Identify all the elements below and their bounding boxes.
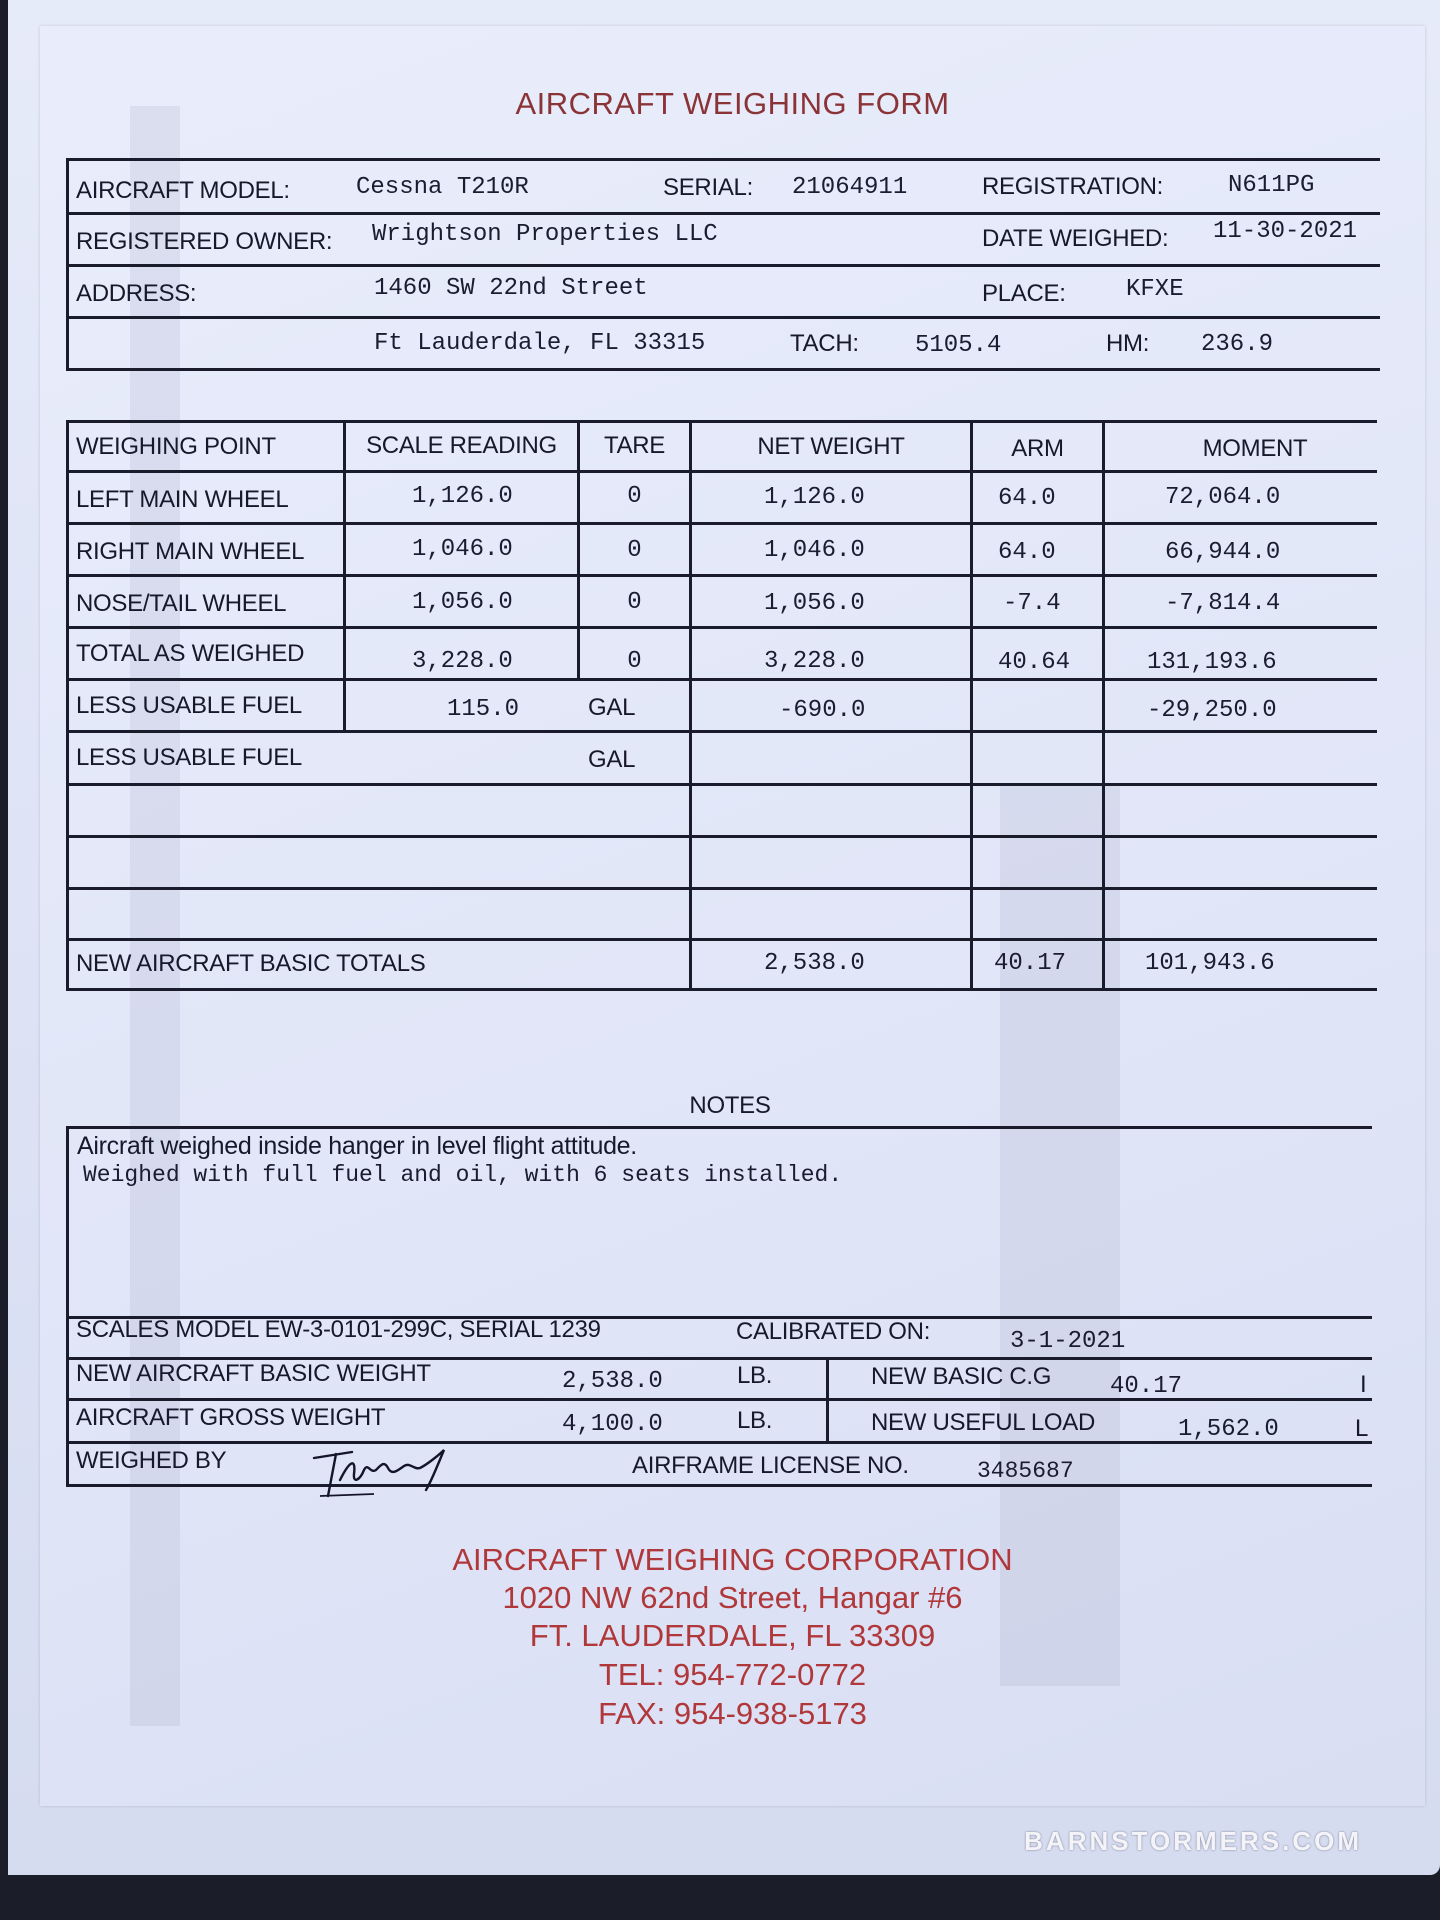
row-net: 1,126.0 bbox=[764, 484, 865, 511]
owner-value: Wrightson Properties LLC bbox=[372, 221, 718, 248]
gross-weight-label: AIRCRAFT GROSS WEIGHT bbox=[76, 1404, 386, 1431]
fuel-row-label: LESS USABLE FUEL bbox=[76, 692, 302, 719]
row-scale: 1,046.0 bbox=[412, 536, 513, 563]
row-tare: 0 bbox=[627, 589, 642, 616]
address-line1: 1460 SW 22nd Street bbox=[374, 275, 648, 302]
row-net: 1,046.0 bbox=[764, 537, 865, 564]
col-header-scale: SCALE READING bbox=[366, 432, 557, 459]
row-arm: 40.64 bbox=[998, 649, 1071, 676]
col-header-tare: TARE bbox=[603, 432, 666, 459]
weighed-by-label: WEIGHED BY bbox=[76, 1447, 227, 1474]
row-point: LEFT MAIN WHEEL bbox=[76, 486, 289, 513]
row-tare: 0 bbox=[627, 648, 642, 675]
fuel-row-label: LESS USABLE FUEL bbox=[76, 744, 302, 771]
hm-value: 236.9 bbox=[1201, 331, 1274, 358]
tach-label: TACH: bbox=[790, 330, 859, 357]
notes-heading: NOTES bbox=[689, 1092, 771, 1119]
useful-load-label: NEW USEFUL LOAD bbox=[871, 1409, 1095, 1436]
row-net: 1,056.0 bbox=[764, 590, 865, 617]
company-fax: FAX: 954-938-5173 bbox=[598, 1696, 867, 1731]
company-tel: TEL: 954-772-0772 bbox=[598, 1657, 867, 1692]
row-scale: 3,228.0 bbox=[412, 648, 513, 675]
totals-moment: 101,943.6 bbox=[1145, 950, 1275, 977]
row-arm: 64.0 bbox=[998, 485, 1056, 512]
site-watermark: BARNSTORMERS.COM bbox=[1024, 1826, 1362, 1856]
model-value: Cessna T210R bbox=[356, 174, 529, 201]
useful-load-value: 1,562.0 bbox=[1178, 1416, 1279, 1443]
row-moment: 66,944.0 bbox=[1165, 539, 1281, 566]
gross-weight-unit: LB. bbox=[737, 1407, 773, 1434]
basic-weight-label: NEW AIRCRAFT BASIC WEIGHT bbox=[76, 1360, 431, 1387]
show-through-shadow bbox=[130, 106, 180, 1726]
fuel-row-qty: 115.0 bbox=[447, 696, 520, 723]
tach-value: 5105.4 bbox=[915, 332, 1002, 359]
date-value: 11-30-2021 bbox=[1213, 218, 1358, 245]
address-line2: Ft Lauderdale, FL 33315 bbox=[374, 330, 706, 357]
row-moment: 131,193.6 bbox=[1147, 649, 1277, 676]
basic-weight-value: 2,538.0 bbox=[562, 1368, 663, 1395]
calibrated-label: CALIBRATED ON: bbox=[736, 1318, 931, 1345]
notes-line2: Weighed with full fuel and oil, with 6 seats installed. bbox=[83, 1162, 843, 1188]
col-header-point: WEIGHING POINT bbox=[76, 433, 276, 460]
row-net: 3,228.0 bbox=[764, 648, 865, 675]
signature bbox=[310, 1440, 460, 1500]
col-header-arm: ARM bbox=[1011, 435, 1064, 462]
company-street: 1020 NW 62nd Street, Hangar #6 bbox=[502, 1580, 963, 1615]
row-scale: 1,126.0 bbox=[412, 483, 513, 510]
notes-line1: Aircraft weighed inside hanger in level flight attitude. bbox=[77, 1132, 637, 1160]
basic-weight-unit: LB. bbox=[737, 1362, 773, 1389]
owner-label: REGISTERED OWNER: bbox=[76, 228, 333, 255]
row-arm: -7.4 bbox=[1003, 590, 1061, 617]
basic-cg-label: NEW BASIC C.G bbox=[871, 1363, 1052, 1390]
form-title: AIRCRAFT WEIGHING FORM bbox=[515, 86, 950, 121]
license-value: 3485687 bbox=[977, 1458, 1074, 1484]
license-label: AIRFRAME LICENSE NO. bbox=[632, 1452, 909, 1479]
calibrated-value: 3-1-2021 bbox=[1010, 1328, 1126, 1355]
row-arm: 64.0 bbox=[998, 539, 1056, 566]
row-tare: 0 bbox=[627, 537, 642, 564]
address-label: ADDRESS: bbox=[76, 280, 197, 307]
fuel-row-unit: GAL bbox=[588, 694, 636, 721]
date-label: DATE WEIGHED: bbox=[982, 225, 1169, 252]
fuel-row-moment: -29,250.0 bbox=[1147, 697, 1277, 724]
row-tare: 0 bbox=[627, 483, 642, 510]
row-moment: -7,814.4 bbox=[1165, 590, 1281, 617]
gross-weight-value: 4,100.0 bbox=[562, 1411, 663, 1438]
useful-load-unit: L bbox=[1355, 1415, 1369, 1442]
totals-net: 2,538.0 bbox=[764, 950, 865, 977]
row-moment: 72,064.0 bbox=[1165, 484, 1281, 511]
totals-label: NEW AIRCRAFT BASIC TOTALS bbox=[76, 950, 426, 977]
row-point: TOTAL AS WEIGHED bbox=[76, 640, 305, 667]
totals-arm: 40.17 bbox=[994, 950, 1067, 977]
scales-model: SCALES MODEL EW-3-0101-299C, SERIAL 1239 bbox=[76, 1316, 601, 1343]
fuel-row-unit: GAL bbox=[588, 746, 636, 773]
place-value: KFXE bbox=[1126, 276, 1184, 303]
row-point: RIGHT MAIN WHEEL bbox=[76, 538, 305, 565]
row-point: NOSE/TAIL WHEEL bbox=[76, 590, 287, 617]
basic-cg-unit: I bbox=[1360, 1371, 1367, 1398]
hm-label: HM: bbox=[1106, 330, 1150, 357]
fuel-row-net: -690.0 bbox=[779, 697, 866, 724]
model-label: AIRCRAFT MODEL: bbox=[76, 177, 290, 204]
company-city: FT. LAUDERDALE, FL 33309 bbox=[529, 1618, 936, 1653]
col-header-net: NET WEIGHT bbox=[757, 433, 905, 460]
col-header-moment: MOMENT bbox=[1202, 435, 1308, 462]
form-paper bbox=[40, 26, 1425, 1806]
serial-value: 21064911 bbox=[792, 174, 908, 201]
basic-cg-value: 40.17 bbox=[1110, 1373, 1183, 1400]
place-label: PLACE: bbox=[982, 280, 1066, 307]
company-name: AIRCRAFT WEIGHING CORPORATION bbox=[452, 1542, 1013, 1577]
registration-value: N611PG bbox=[1228, 172, 1315, 199]
serial-label: SERIAL: bbox=[663, 174, 753, 201]
row-scale: 1,056.0 bbox=[412, 589, 513, 616]
registration-label: REGISTRATION: bbox=[982, 173, 1163, 200]
